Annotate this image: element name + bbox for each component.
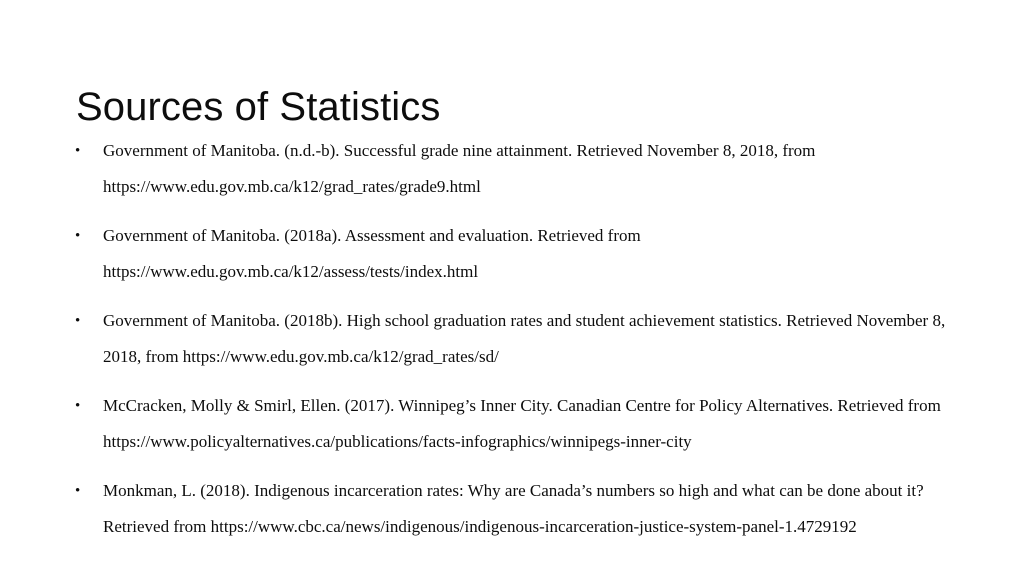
bullet-icon: • [75,228,81,244]
bullet-icon: • [75,398,81,414]
list-item [70,388,960,460]
references-list [70,133,960,545]
page-title: Sources of Statistics [76,84,441,129]
bullet-icon: • [75,143,81,159]
bullet-icon: • [75,313,81,329]
reference-text: Government of Manitoba. (2018a). Assessment and evaluation. Retrieved from https://www.edu.gov.mb.ca/k12/assess/tests/index.html [103,226,641,281]
reference-text: Government of Manitoba. (n.d.-b). Successful grade nine attainment. Retrieved November 8, 2018, from https://www.edu.gov.mb.ca/k12/grad_rates/grade9.html [103,141,816,196]
list-item [70,133,960,205]
list-item [70,218,960,290]
bullet-icon: • [75,483,81,499]
reference-text: McCracken, Molly & Smirl, Ellen. (2017). Winnipeg’s Inner City. Canadian Centre for Policy Alternatives. Retrieved from https://www.policyalternatives.ca/publications/facts-infographics/winnipegs-inner-city [103,396,941,451]
list-item [70,473,960,545]
reference-text: Government of Manitoba. (2018b). High school graduation rates and student achievement statistics. Retrieved November 8, 2018, from https://www.edu.gov.mb.ca/k12/grad_rates/sd/ [103,311,946,366]
list-item [70,303,960,375]
reference-text: Monkman, L. (2018). Indigenous incarceration rates: Why are Canada’s numbers so high and what can be done about it? Retrieved from https://www.cbc.ca/news/indigenous/indigenous-incarceration-justice-system-panel-1.4729192 [103,481,924,536]
